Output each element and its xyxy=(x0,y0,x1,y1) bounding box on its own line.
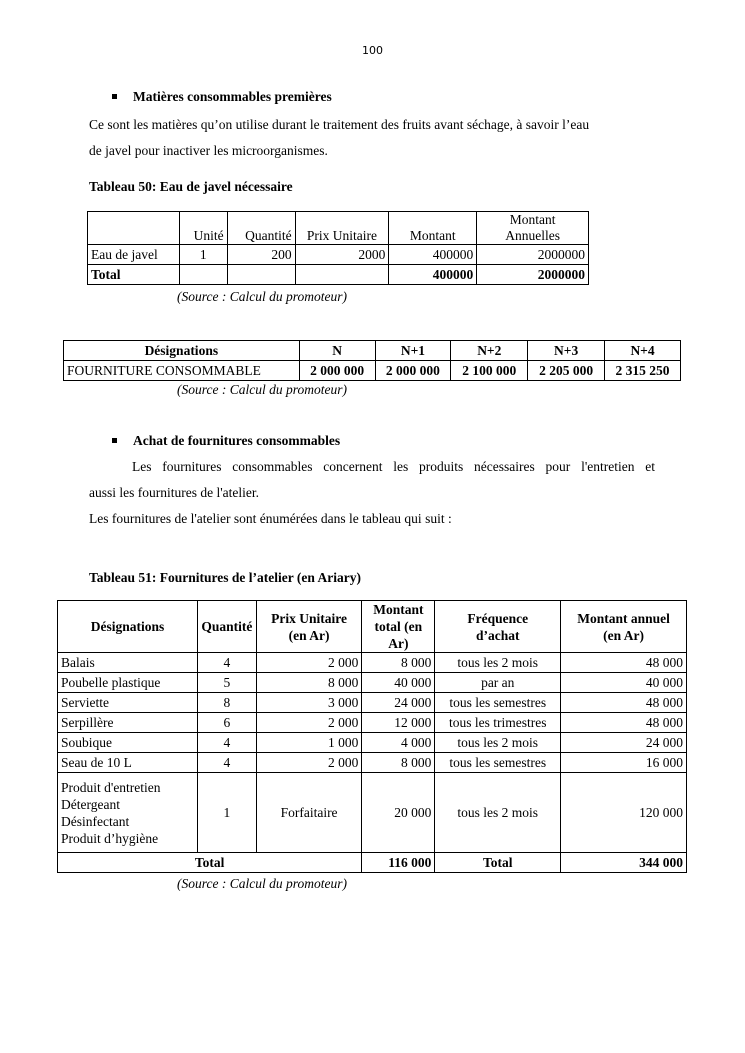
table51-cell-designation: Soubique xyxy=(58,733,198,753)
table-row-multi xyxy=(58,773,687,853)
table-row xyxy=(58,713,687,733)
fourniture-source: (Source : Calcul du promoteur) xyxy=(177,382,347,397)
table50-cell xyxy=(227,265,295,285)
table51-cell-annuel: 40 000 xyxy=(561,673,687,693)
table51-cell-montant: 40 000 xyxy=(362,673,435,693)
paragraph-line: Les fournitures de l'atelier sont énumérées dans le tableau qui suit : xyxy=(89,511,452,526)
section-heading-matieres xyxy=(112,89,332,105)
paragraph-line: Les fournitures consommables concernent les produits nécessaires pour l'entretien et xyxy=(132,459,655,474)
table51-cell-multi-designation xyxy=(58,773,198,853)
table51-cell-quantite: 4 xyxy=(197,733,256,753)
table51-cell-designation: Seau de 10 L xyxy=(58,753,198,773)
table51-total-montant: 116 000 xyxy=(362,853,435,873)
section-heading-text: Achat de fournitures consommables xyxy=(133,433,341,448)
table-row xyxy=(58,673,687,693)
table-row xyxy=(58,693,687,713)
fourniture-header-cell: N xyxy=(299,341,375,361)
fourniture-cell: 2 000 000 xyxy=(375,361,451,381)
table51-cell-prix: 2 000 xyxy=(256,753,362,773)
section-heading-achat xyxy=(112,433,340,449)
table51-cell-quantite: 6 xyxy=(197,713,256,733)
header-line: Annuelles xyxy=(505,228,560,243)
table50 xyxy=(87,211,589,285)
table51-total-label: Total xyxy=(58,853,362,873)
table50-header-cell: Quantité xyxy=(227,212,295,245)
header-line: Ar) xyxy=(388,636,409,651)
table-row-total xyxy=(88,265,589,285)
paragraph-achat xyxy=(89,454,655,532)
table51-header-cell xyxy=(362,601,435,653)
table51-cell-montant: 12 000 xyxy=(362,713,435,733)
table51-total-annuel: 344 000 xyxy=(561,853,687,873)
paragraph-line: Ce sont les matières qu’on utilise durant le traitement des fruits avant séchage, à savoir l’eau xyxy=(89,117,590,132)
fourniture-header-cell: N+3 xyxy=(528,341,605,361)
fourniture-header-cell: N+2 xyxy=(451,341,528,361)
table51-cell-frequence: tous les semestres xyxy=(435,753,561,773)
table51-cell-frequence: tous les semestres xyxy=(435,693,561,713)
table51-cell-quantite: 4 xyxy=(197,753,256,773)
table-row xyxy=(64,361,681,381)
fourniture-cell: 2 205 000 xyxy=(528,361,605,381)
table51-cell: 1 xyxy=(197,773,256,853)
table-row-total xyxy=(58,853,687,873)
fourniture-header-cell: N+4 xyxy=(605,341,681,361)
table50-caption: Tableau 50: Eau de javel nécessaire xyxy=(89,179,293,194)
table51-cell-prix: 3 000 xyxy=(256,693,362,713)
table51-body xyxy=(58,653,687,773)
table51-header-cell xyxy=(435,601,561,653)
table50-header-cell: Montant xyxy=(389,212,477,245)
page-number: 100 xyxy=(362,44,383,57)
table51-cell-annuel: 48 000 xyxy=(561,693,687,713)
fourniture-cell: FOURNITURE CONSOMMABLE xyxy=(64,361,300,381)
paragraph-line: de javel pour inactiver les microorganismes. xyxy=(89,143,328,158)
table50-cell: 1 xyxy=(179,245,227,265)
table51-cell-designation: Poubelle plastique xyxy=(58,673,198,693)
table51 xyxy=(57,600,687,873)
header-line: (en Ar) xyxy=(603,627,644,643)
multi-item: Détergeant xyxy=(61,796,120,812)
table51-total-label2: Total xyxy=(435,853,561,873)
table50-cell: 400000 xyxy=(389,265,477,285)
table51-cell: 120 000 xyxy=(561,773,687,853)
table51-cell-quantite: 8 xyxy=(197,693,256,713)
table50-cell: 200 xyxy=(227,245,295,265)
table51-cell-prix: 1 000 xyxy=(256,733,362,753)
header-line: Montant annuel xyxy=(577,610,670,626)
multi-item: Produit d’hygiène xyxy=(61,830,159,846)
table51-cell: Forfaitaire xyxy=(256,773,362,853)
header-line: (en Ar) xyxy=(288,627,330,643)
table50-cell: Eau de javel xyxy=(88,245,180,265)
table50-header-cell: Unité xyxy=(179,212,227,245)
table50-header-cell xyxy=(477,212,589,245)
table51-cell-prix: 2 000 xyxy=(256,713,362,733)
table51-header-row xyxy=(58,601,687,653)
header-line: Prix Unitaire xyxy=(271,610,347,626)
table-row xyxy=(58,753,687,773)
fourniture-cell: 2 000 000 xyxy=(299,361,375,381)
table50-header-cell: Prix Unitaire xyxy=(295,212,389,245)
table51-cell-frequence: tous les 2 mois xyxy=(435,733,561,753)
table51-cell-montant: 8 000 xyxy=(362,653,435,673)
table51-header-cell: Désignations xyxy=(58,601,198,653)
table50-header-blank xyxy=(88,212,180,245)
table51-cell-frequence: par an xyxy=(435,673,561,693)
table-fourniture xyxy=(63,340,681,381)
table51-cell-prix: 8 000 xyxy=(256,673,362,693)
multi-item: Produit d'entretien xyxy=(61,779,161,795)
section-heading-text: Matières consommables premières xyxy=(133,89,332,104)
table-row xyxy=(58,733,687,753)
table51-cell-frequence: tous les trimestres xyxy=(435,713,561,733)
fourniture-header-cell: N+1 xyxy=(375,341,451,361)
table51-cell-designation: Balais xyxy=(58,653,198,673)
table51-source: (Source : Calcul du promoteur) xyxy=(177,876,347,891)
table51-cell-quantite: 5 xyxy=(197,673,256,693)
fourniture-header-cell: Désignations xyxy=(64,341,300,361)
header-line: d’achat xyxy=(476,627,520,643)
paragraph-line: aussi les fournitures de l'atelier. xyxy=(89,485,260,500)
fourniture-cell: 2 315 250 xyxy=(605,361,681,381)
table50-cell: 2000000 xyxy=(477,265,589,285)
table51-cell-montant: 4 000 xyxy=(362,733,435,753)
table51-cell-annuel: 16 000 xyxy=(561,753,687,773)
table-row xyxy=(88,245,589,265)
table51-cell-quantite: 4 xyxy=(197,653,256,673)
table51-cell: 20 000 xyxy=(362,773,435,853)
paragraph-matieres xyxy=(89,112,659,164)
header-line: Fréquence xyxy=(467,610,529,626)
header-line: Montant xyxy=(373,602,424,617)
fourniture-cell: 2 100 000 xyxy=(451,361,528,381)
header-line: Montant xyxy=(509,212,556,227)
table51-cell-annuel: 24 000 xyxy=(561,733,687,753)
table50-cell xyxy=(295,265,389,285)
table50-cell: 2000000 xyxy=(477,245,589,265)
table51-header-cell xyxy=(256,601,362,653)
multi-item: Désinfectant xyxy=(61,813,130,829)
table51-cell-montant: 24 000 xyxy=(362,693,435,713)
table51-header-cell xyxy=(561,601,687,653)
table51-caption: Tableau 51: Fournitures de l’atelier (en Ariary) xyxy=(89,570,361,585)
table51-cell: tous les 2 mois xyxy=(435,773,561,853)
table51-cell-frequence: tous les 2 mois xyxy=(435,653,561,673)
table50-source: (Source : Calcul du promoteur) xyxy=(177,289,347,304)
table50-cell: 400000 xyxy=(389,245,477,265)
header-line: total (en xyxy=(374,619,423,634)
table51-cell-prix: 2 000 xyxy=(256,653,362,673)
table50-header-row xyxy=(88,212,589,245)
table51-cell-designation: Serpillère xyxy=(58,713,198,733)
bullet-square-icon xyxy=(112,94,117,99)
bullet-square-icon xyxy=(112,438,117,443)
table51-header-cell: Quantité xyxy=(197,601,256,653)
table-row xyxy=(58,653,687,673)
table51-cell-designation: Serviette xyxy=(58,693,198,713)
table51-cell-montant: 8 000 xyxy=(362,753,435,773)
table51-cell-annuel: 48 000 xyxy=(561,653,687,673)
fourniture-header-row xyxy=(64,341,681,361)
table51-cell-annuel: 48 000 xyxy=(561,713,687,733)
table50-cell xyxy=(179,265,227,285)
table50-cell: Total xyxy=(88,265,180,285)
table50-cell: 2000 xyxy=(295,245,389,265)
